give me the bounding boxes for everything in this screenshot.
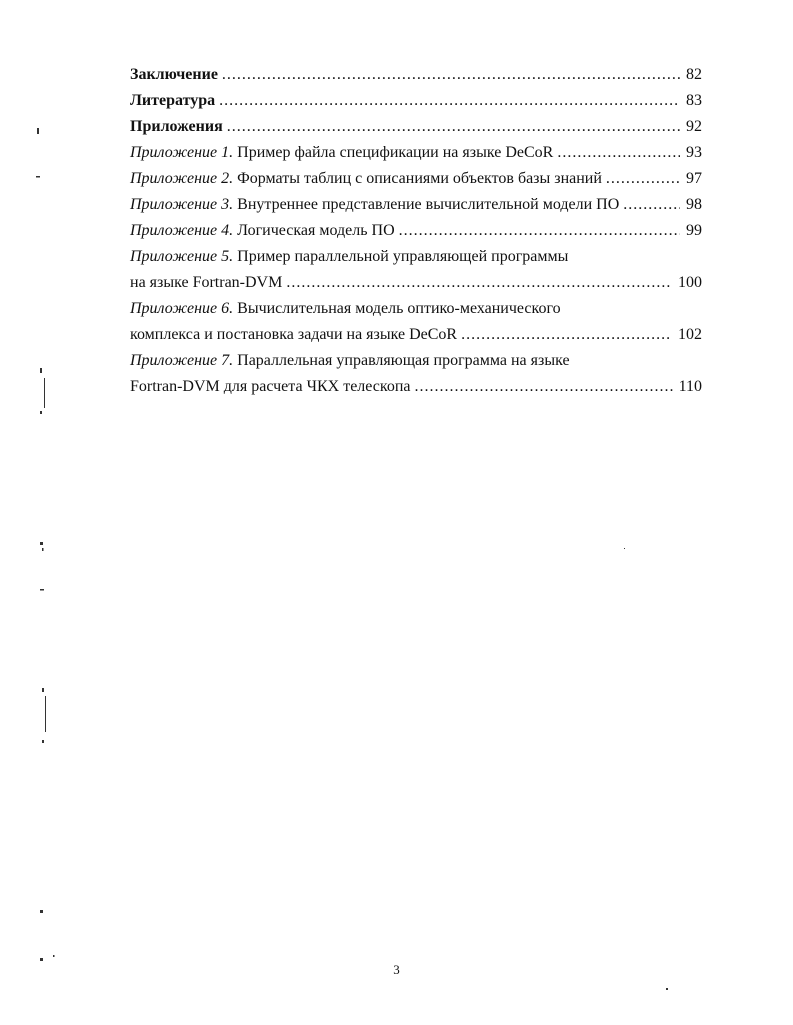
appendix-prefix: Приложение 1.	[130, 144, 234, 161]
toc-leader-dots	[219, 88, 680, 114]
toc-entry-appendix-7-line2	[130, 374, 702, 400]
toc-page-number: 83	[686, 92, 702, 109]
toc-entry-appendix-4	[130, 218, 702, 244]
toc-entry-title	[130, 218, 399, 244]
toc-entry-conclusion	[130, 62, 702, 88]
toc-entry-appendix-5-line2	[130, 270, 702, 296]
toc-entry-appendix-5-line1	[130, 244, 702, 270]
toc-entry-title: Приложения	[130, 118, 223, 135]
appendix-prefix: Приложение 6.	[130, 300, 234, 317]
toc-entry-appendix-1	[130, 140, 702, 166]
toc-entry-title	[130, 192, 623, 218]
toc-entry-title	[130, 140, 557, 166]
toc-leader-dots	[415, 374, 673, 400]
toc-entry-appendix-3	[130, 192, 702, 218]
toc-entry-appendix-6-line1	[130, 296, 702, 322]
appendix-prefix: Приложение 5.	[130, 248, 234, 265]
page-number: 3	[393, 962, 400, 977]
toc-page-number: 93	[686, 144, 702, 161]
toc-entry-title: Литература	[130, 92, 216, 109]
toc-entry-appendix-6-line2	[130, 322, 702, 348]
toc-page-number: 99	[686, 222, 702, 239]
toc-leader-dots	[557, 140, 680, 166]
toc-leader-dots	[222, 62, 680, 88]
appendix-title-continued: на языке Fortran-DVM	[130, 274, 283, 291]
toc-page-number: 92	[686, 118, 702, 135]
appendix-prefix: Приложение 2.	[130, 170, 234, 187]
appendix-prefix: Приложение 4.	[130, 222, 234, 239]
appendix-title: Параллельная управляющая программа на языке	[237, 352, 570, 369]
appendix-title: Пример параллельной управляющей программы	[237, 248, 569, 265]
toc-leader-dots	[286, 270, 672, 296]
toc-entry-literature	[130, 88, 702, 114]
appendix-title-continued: комплекса и постановка задачи на языке DeCoR	[130, 326, 458, 343]
toc-leader-dots	[399, 218, 680, 244]
toc-page-number: 97	[686, 170, 702, 187]
toc-leader-dots	[623, 192, 680, 218]
appendix-title: Внутреннее представление вычислительной модели ПО	[237, 196, 620, 213]
appendix-title: Пример файла спецификации на языке DeCoR	[237, 144, 554, 161]
appendix-title: Вычислительная модель оптико-механического	[237, 300, 561, 317]
appendix-title: Форматы таблиц с описаниями объектов базы знаний	[237, 170, 602, 187]
toc-entry-title	[130, 166, 606, 192]
toc-page-number: 110	[678, 378, 702, 395]
toc-leader-dots	[461, 322, 672, 348]
appendix-prefix: Приложение 3.	[130, 196, 234, 213]
toc-entry-title: Заключение	[130, 66, 218, 83]
toc-entry-appendix-2	[130, 166, 702, 192]
appendix-title: Логическая модель ПО	[237, 222, 395, 239]
toc-entry-appendices	[130, 114, 702, 140]
appendix-prefix: Приложение 7.	[130, 352, 234, 369]
toc-page-number: 82	[686, 66, 702, 83]
toc-page-number: 98	[686, 196, 702, 213]
toc-leader-dots	[606, 166, 680, 192]
toc-page-number: 100	[678, 274, 702, 291]
appendix-title-continued: Fortran-DVM для расчета ЧКХ телескопа	[130, 378, 411, 395]
toc-page-number: 102	[678, 326, 702, 343]
toc-leader-dots	[227, 114, 680, 140]
table-of-contents	[130, 62, 702, 400]
toc-entry-appendix-7-line1	[130, 348, 702, 374]
